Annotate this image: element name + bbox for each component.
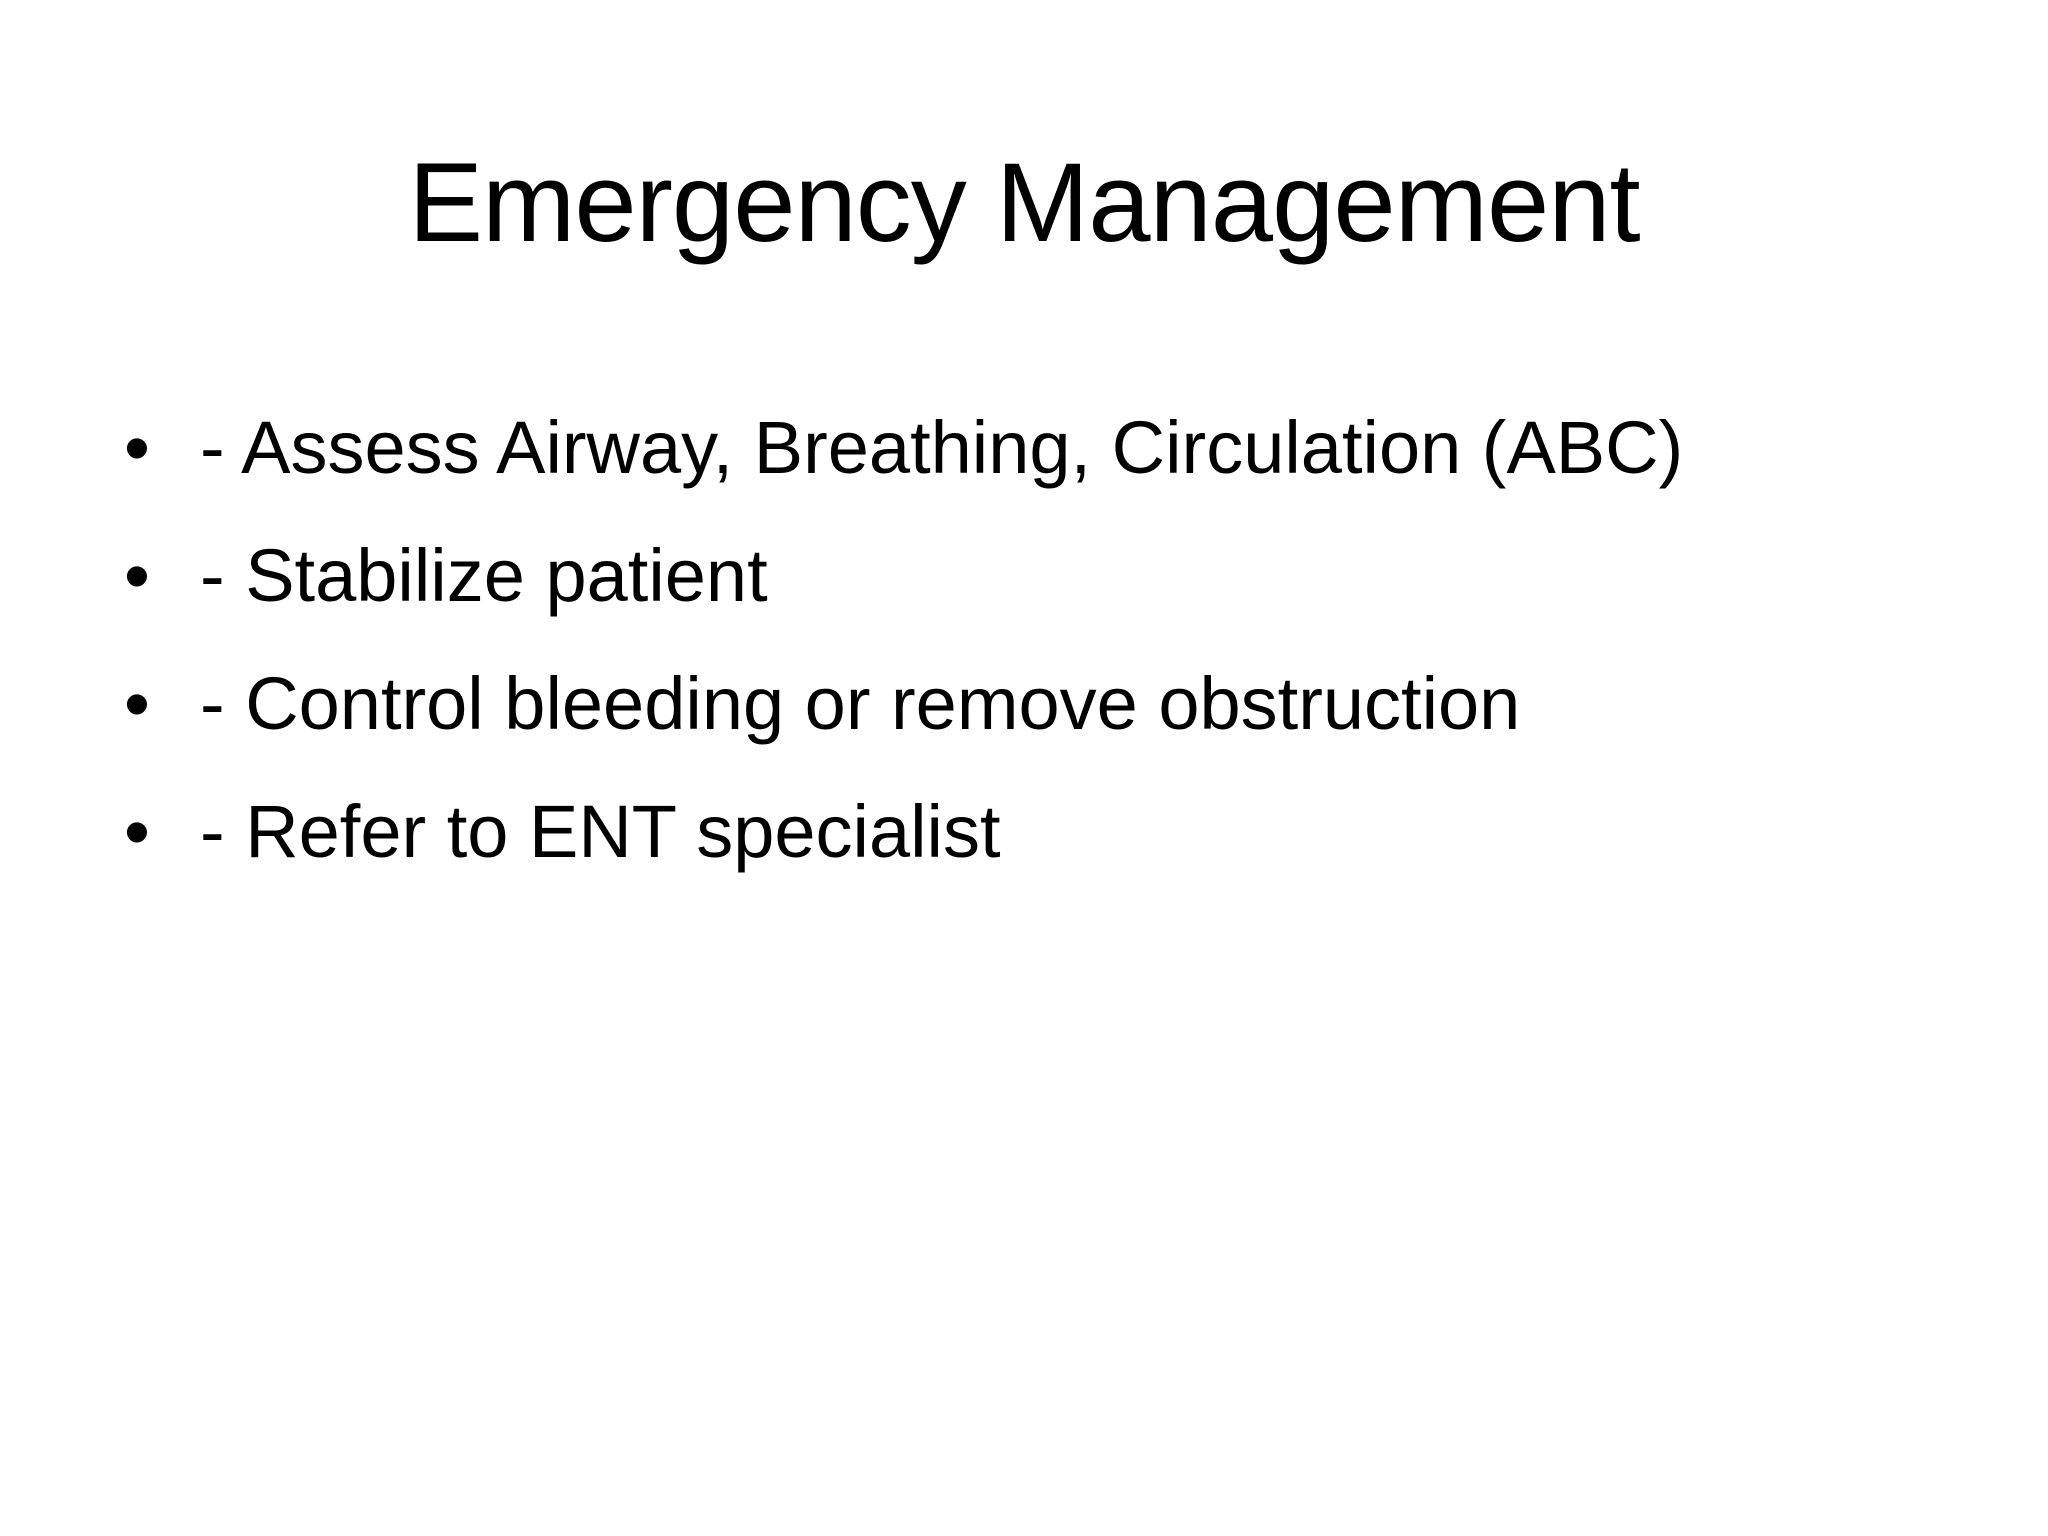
bullet-text: - Assess Airway, Breathing, Circulation (ABC) bbox=[200, 406, 1684, 489]
bullet-text: - Stabilize patient bbox=[200, 534, 768, 617]
bullet-icon: • bbox=[124, 790, 150, 873]
list-item bbox=[124, 640, 1964, 768]
bullet-icon: • bbox=[124, 406, 150, 489]
slide-title: Emergency Management bbox=[408, 140, 1640, 265]
bullet-list bbox=[124, 384, 1964, 896]
list-item bbox=[124, 384, 1964, 512]
bullet-text: - Refer to ENT specialist bbox=[200, 790, 1001, 873]
list-item bbox=[124, 768, 1964, 896]
bullet-text: - Control bleeding or remove obstruction bbox=[200, 662, 1521, 745]
bullet-icon: • bbox=[124, 534, 150, 617]
list-item bbox=[124, 512, 1964, 640]
bullet-icon: • bbox=[124, 662, 150, 745]
